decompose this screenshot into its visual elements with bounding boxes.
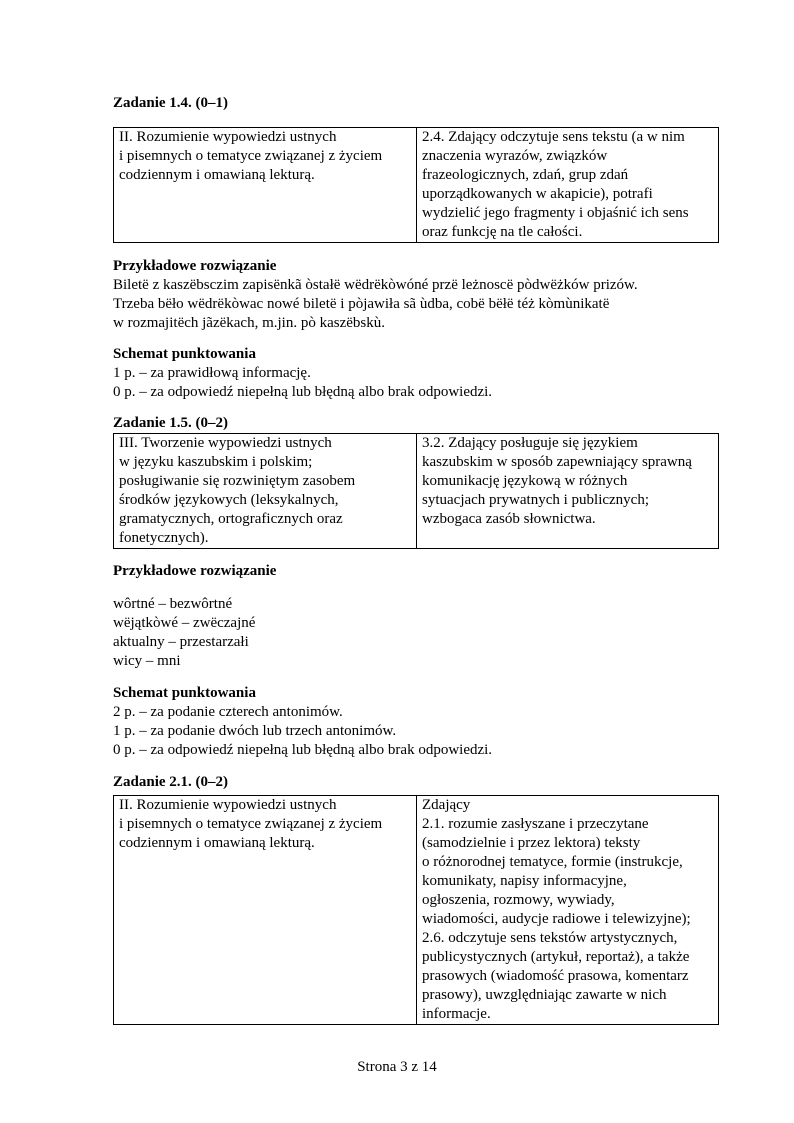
- task-1-5-requirements-table: [113, 433, 719, 549]
- task-1-5-general-requirement: III. Tworzenie wypowiedzi ustnych w języku kaszubskim i polskim; posługiwanie się rozwiniętym zasobem środków językowych (leksykalnych, gramatycznych, ortograficznych oraz fonetycznych).: [114, 434, 417, 549]
- task-1-4-requirements-table: [113, 127, 719, 243]
- page-number: Strona 3 z 14: [357, 1059, 437, 1075]
- task-1-4-general-requirement: II. Rozumienie wypowiedzi ustnych i pisemnych o tematyce związanej z życiem codziennym i omawianą lekturą.: [114, 128, 417, 243]
- task-1-4-solution: Przykładowe rozwiązanie Biletë z kaszëbsczim zapisënkã òstałë wëdrëkòwóné przë leżnoscë pòdwëżków prizów. Trzeba bëło wëdrëkòwac nowé biletë i pòjawiła sã ùdba, cobë bëłë téż kòmùnikatë w rozmajitëch jãzëkach, m.jin. pò kaszëbskù.: [113, 258, 638, 331]
- task-1-5-solution-heading: Przykładowe rozwiązanie: [113, 563, 277, 579]
- task-2-1-general-requirement: II. Rozumienie wypowiedzi ustnych i pisemnych o tematyce związanej z życiem codziennym i omawianą lekturą.: [114, 796, 417, 1025]
- task-2-1-title: Zadanie 2.1. (0–2): [113, 774, 229, 790]
- task-1-5-scoring: Schemat punktowania 2 p. – za podanie czterech antonimów. 1 p. – za podanie dwóch lub trzech antonimów. 0 p. – za odpowiedź niepełną lub błędną albo brak odpowiedzi.: [113, 685, 493, 758]
- task-1-4-detailed-requirement: 2.4. Zdający odczytuje sens tekstu (a w nim znaczenia wyrazów, związków frazeologicznych, zdań, grup zdań uporządkowanych w akapicie), potrafi wydzielić jego fragmenty i objaśnić ich sens oraz funkcję na tle całości.: [417, 128, 719, 243]
- task-1-5-title: Zadanie 1.5. (0–2): [113, 415, 229, 431]
- task-1-5-detailed-requirement: 3.2. Zdający posługuje się językiem kaszubskim w sposób zapewniający sprawną komunikację językową w różnych sytuacjach prywatnych i publicznych; wzbogaca zasób słownictwa.: [417, 434, 719, 549]
- task-1-4-title: Zadanie 1.4. (0–1): [113, 95, 229, 111]
- task-2-1-requirements-table: [113, 795, 719, 1025]
- task-2-1-detailed-requirement: Zdający 2.1. rozumie zasłyszane i przeczytane (samodzielnie i przez lektora) teksty o różnorodnej tematyce, formie (instrukcje, komunikaty, napisy informacyjne, ogłoszenia, rozmowy, wywiady, wiadomości, audycje radiowe i telewizyjne); 2.6. odczytuje sens tekstów artystycznych, publicystycznych (artykuł, reportaż), a także prasowych (wiadomość prasowa, komentarz prasowy), uwzględniając zawarte w nich informacje.: [417, 796, 719, 1025]
- task-1-5-solution: wôrtné – bezwôrtné wëjątkòwé – zwëczajné aktualny – przestarzałi wicy – mni: [113, 596, 256, 669]
- task-1-4-scoring: Schemat punktowania 1 p. – za prawidłową informację. 0 p. – za odpowiedź niepełną lub błędną albo brak odpowiedzi.: [113, 346, 493, 400]
